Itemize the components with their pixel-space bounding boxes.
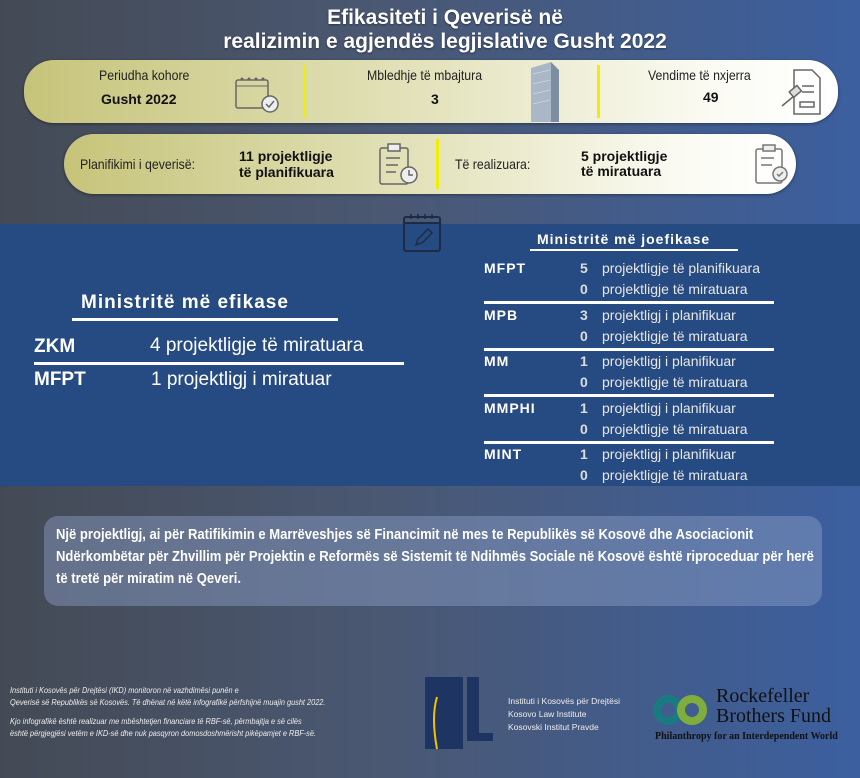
done-value-line: të miratuara: [581, 163, 662, 179]
row-divider: [484, 301, 774, 304]
row-divider: [484, 394, 774, 397]
planned-value-line: 11 projektligje: [239, 148, 333, 164]
row-divider: [484, 441, 774, 444]
approved-count: 0: [580, 281, 588, 297]
rbf-tagline: Philanthropy for an Interdependent World: [655, 731, 838, 742]
ikd-logo: [425, 677, 497, 752]
ministry-code: MMPHI: [484, 399, 536, 416]
planned-label: Planifikimi i qeverisë:: [80, 156, 196, 172]
planning-card: [64, 134, 796, 194]
ministry-code: MM: [484, 353, 510, 369]
clipboard-check-icon: [752, 144, 792, 186]
approved-count: 0: [580, 420, 588, 437]
planned-count: 1: [580, 399, 588, 416]
approved-text: projektligje të miratuara: [602, 327, 748, 344]
stat-value: Gusht 2022: [101, 91, 177, 107]
divider: [303, 65, 306, 118]
divider: [597, 65, 600, 118]
planned-text: projektligj i planifikuar: [602, 446, 736, 462]
done-label: Të realizuara:: [455, 156, 531, 172]
rbf-name-line: Brothers Fund: [716, 705, 831, 727]
ikd-name: Kosovski Institut Pravde: [508, 722, 599, 732]
footer-disclaimer: [10, 685, 353, 739]
building-icon: [521, 60, 565, 122]
efficient-org: MFPT: [34, 369, 86, 390]
footer-line: Kjo infografikë është realizuar me mbështetjen financiare të RBF-së, përmbajtja e së cilës: [10, 717, 302, 726]
ministry-code: MFPT: [484, 260, 527, 276]
rbf-logo-icon: [652, 690, 712, 730]
calendar-check-icon: [232, 74, 280, 114]
done-value-line: 5 projektligje: [581, 148, 668, 164]
efficient-org: ZKM: [34, 336, 76, 357]
approved-count: 0: [580, 374, 588, 390]
approved-text: projektligje të miratuara: [602, 374, 748, 390]
planned-value-line: të planifikuara: [239, 164, 334, 180]
planned-text: projektligj i planifikuar: [602, 306, 736, 323]
planned-count: 1: [580, 353, 588, 369]
heading-underline: [530, 249, 738, 251]
planned-text: projektligj i planifikuar: [602, 399, 736, 416]
ikd-names: [508, 695, 620, 734]
footer-line: Instituti i Kosovës për Drejtësi (IKD) monitoron në vazhdimësi punën e: [10, 686, 239, 695]
planned-text: projektligj i planifikuar: [602, 353, 736, 369]
stat-label: Periudha kohore: [99, 67, 190, 83]
stat-value: 3: [431, 91, 439, 107]
approved-text: projektligje të miratuara: [602, 420, 748, 437]
ikd-name: Instituti i Kosovës për Drejtësi: [508, 696, 620, 706]
note-box: [44, 516, 822, 606]
row-divider: [484, 348, 774, 351]
inefficient-heading: Ministritë më joefikase: [537, 231, 711, 247]
footer-line: është përgjegjësi vetëm e IKD-së dhe nuk pasqyron domosdoshmërisht pikëpamjet e RBF-së.: [10, 728, 317, 738]
planned-count: 1: [580, 446, 588, 462]
approved-text: projektligje të miratuara: [602, 467, 748, 483]
approved-text: projektligje të miratuara: [602, 281, 748, 297]
calendar-edit-icon: [403, 213, 441, 253]
stat-label: Vendime të nxjerra: [648, 67, 751, 83]
ikd-name: Kosovo Law Institute: [508, 709, 587, 719]
stats-card: [24, 60, 838, 123]
divider: [436, 139, 439, 189]
rbf-name-line: Rockefeller: [716, 685, 810, 707]
efficient-text: 1 projektligj i miratuar: [151, 369, 332, 390]
page-title: [0, 6, 860, 54]
clipboard-clock-icon: [376, 142, 420, 186]
planned-value: [239, 148, 334, 180]
note-text: Një projektligj, ai për Ratifikimin e Marrëveshjes së Financimit në mes te Republikës së Kosovë dhe Asociacionit Ndërkombëtar për Zhvillim për Projektin e Reformës së Sistemit të Ndihmës Sociale në Kosovë është riproceduar për herë të tretë për miratim në Qeveri.: [56, 527, 814, 587]
efficient-text: 4 projektligje të miratuara: [150, 335, 364, 356]
ministry-code: MINT: [484, 446, 523, 462]
stat-label: Mbledhje të mbajtura: [367, 67, 483, 83]
ministry-code: MPB: [484, 306, 519, 323]
approved-count: 0: [580, 327, 588, 344]
footer-line: Qeverisë së Republikës së Kosovës. Të dhënat në këtë infografikë përfshijnë muajin gusht 2022.: [10, 697, 326, 707]
title-line-2: realizimin e agjendës legjislative Gusht 2022: [223, 30, 667, 53]
approved-count: 0: [580, 467, 588, 483]
heading-underline: [72, 318, 338, 321]
planned-count: 5: [580, 260, 588, 276]
stat-value: 49: [703, 89, 719, 105]
efficient-heading: Ministritë më efikase: [81, 292, 289, 313]
planned-count: 3: [580, 306, 588, 323]
title-line-1: Efikasiteti i Qeverisë në: [327, 6, 563, 29]
planned-text: projektligje të planifikuara: [602, 260, 760, 276]
row-divider: [34, 362, 404, 365]
rbf-name: [716, 686, 831, 726]
gavel-document-icon: [780, 68, 826, 116]
done-value: [581, 149, 667, 179]
